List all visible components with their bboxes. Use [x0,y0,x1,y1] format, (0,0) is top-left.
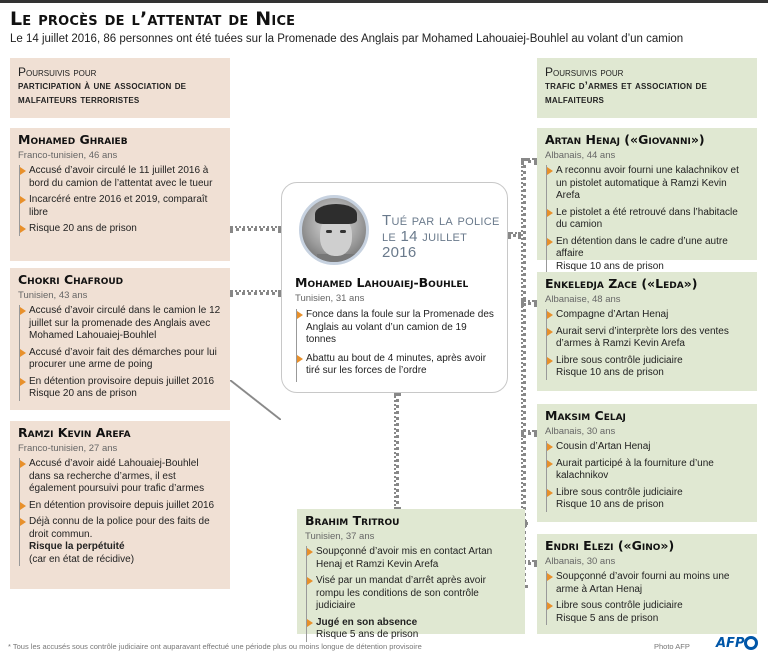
right-header-line1: Poursuivis pour [545,65,624,79]
arrow-icon [547,167,553,175]
left-header-line2: participation à une association de malfaiteurs terroristes [18,80,187,106]
right-header [537,58,757,118]
risk-text: Risque 10 ans de prison [556,499,664,510]
bullet-item: Accusé d’avoir circulé le 11 juillet 2016 à bord du camion de l’attentat avec le tueur [20,165,222,190]
connector-arefa [230,380,281,420]
card-ghraieb [10,128,230,261]
arrow-icon [20,378,26,386]
bullet-item: Accusé d’avoir aidé Lahouaiej-Bouhlel dans sa recherche d’armes, il est également poursuivi pour trafic d’armes [20,458,222,496]
bullet-item: Cousin d’Artan Henaj [547,441,749,454]
left-header-line1: Poursuivis pour [18,65,97,79]
connector-zace [521,300,537,305]
bullet-item: Abattu au bout de 4 minutes, après avoir tiré sur les forces de l’ordre [297,353,496,378]
card-chafroud [10,268,230,410]
afp-logo-text: AFP [716,636,745,651]
arrow-icon [547,602,553,610]
card-celaj [537,404,757,522]
arrow-icon [547,311,553,319]
defendant-nationality: Albanais, 44 ans [545,149,616,161]
bullet-item: En détention provisoire depuis juillet 2016 [20,500,222,513]
connector-chafroud [230,290,281,295]
left-header [10,58,230,118]
defendant-name: Ramzi Kevin Arefa [18,425,131,440]
bullet-list [546,165,749,273]
page-subtitle: Le 14 juillet 2016, 86 personnes ont été tuées sur la Promenade des Anglais par Mohamed Lahouaiej-Bouhlel au volant d’un camion [10,33,684,45]
bullet-item: Le pistolet a été retrouvé dans l’habitacle du camion [547,207,749,232]
arrow-icon [20,349,26,357]
arrow-icon [20,167,26,175]
risk-text: Risque 10 ans de prison [556,367,664,378]
bullet-item: Libre sous contrôle judiciaire [547,600,749,613]
defendant-name: Brahim Tritrou [305,513,400,528]
bullet-item: Accusé d’avoir circulé dans le camion le 12 juillet sur la promenade des Anglais avec Mohamed Lahouaiej-Bouhlel [20,305,222,343]
connector-right-h [508,232,521,237]
card-henaj [537,128,757,272]
photo-credit: Photo AFP [654,642,690,651]
afp-logo-icon [744,636,758,650]
defendant-nationality: Albanais, 30 ans [545,555,616,567]
bullet-item: Compagne d’Artan Henaj [547,309,749,322]
risk-text: Risque 10 ans de prison [556,260,664,272]
perpetrator-name: Mohamed Lahouaiej-Bouhlel [295,275,469,290]
arrow-icon [20,502,26,510]
arrow-icon [20,225,26,233]
card-elezi [537,534,757,634]
bullet-item: Libre sous contrôle judiciaire [547,487,749,500]
page-title: Le procès de l’attentat de Nice [10,8,296,30]
perpetrator-nationality: Tunisien, 31 ans [295,293,365,304]
perpetrator-card [281,182,508,393]
arrow-icon [20,518,26,526]
risk-text: Risque 5 ans de prison [556,612,659,624]
bullet-item: Soupçonné d’avoir fourni au moins une arme à Artan Henaj [547,571,749,596]
arrow-icon [20,460,26,468]
arrow-icon [547,238,553,246]
bullet-item: Jugé en son absence [307,617,517,630]
bullet-item: Aurait servi d’interprète lors des ventes d’armes à Ramzi Kevin Arefa [547,326,749,351]
bullet-list [19,305,222,401]
defendant-name: Chokri Chafroud [18,272,124,287]
right-header-line2: trafic d’armes et association de malfaiteurs [545,80,707,106]
risk-text: Risque la perpétuité (car en état de récidive) [29,541,135,565]
bullet-item: Visé par un mandat d’arrêt après avoir rompu les conditions de son contrôle judiciaire [307,575,517,613]
defendant-name: Mohamed Ghraieb [18,132,128,147]
bullet-item: Déjà connu de la police pour des faits de droit commun. [20,516,222,541]
top-rule [0,0,768,3]
defendant-nationality: Albanaise, 48 ans [545,293,621,305]
bullet-list [546,441,749,512]
defendant-nationality: Tunisien, 43 ans [18,289,88,301]
arrow-icon [307,619,313,627]
arrow-icon [547,573,553,581]
card-arefa [10,421,230,589]
bullet-list [546,309,749,380]
bullet-list [19,165,222,236]
bullet-list [546,571,749,625]
defendant-nationality: Albanais, 30 ans [545,425,616,437]
arrow-icon [20,196,26,204]
connector-tritrou-v [394,393,399,510]
defendant-name: Artan Henaj («Giovanni») [545,132,705,147]
connector-ghraieb [230,226,281,231]
card-tritrou [297,509,525,640]
bullet-item: Accusé d’avoir fait des démarches pour lui procurer une arme de poing [20,347,222,372]
arrow-icon [307,577,313,585]
arrow-icon [307,548,313,556]
bullet-item: A reconnu avoir fourni une kalachnikov et un pistolet automatique à Ramzi Kevin Arefa [547,165,749,203]
defendant-name: Maksim Celaj [545,408,626,423]
defendant-name: Enkeledja Zace («Leda») [545,276,698,291]
killed-label: Tué par la police le 14 juillet 2016 [382,212,500,261]
defendant-nationality: Franco-tunisien, 46 ans [18,149,118,161]
risk-text: Risque 5 ans de prison [316,629,419,640]
bullet-item: Incarcéré entre 2016 et 2019, comparaît libre [20,194,222,219]
bullet-item: Fonce dans la foule sur la Promenade des Anglais au volant d’un camion de 19 tonnes [297,309,496,347]
arrow-icon [547,328,553,336]
arrow-icon [547,357,553,365]
arrow-icon [547,489,553,497]
bullet-item: Aurait participé à la fourniture d’une kalachnikov [547,458,749,483]
defendant-nationality: Franco-tunisien, 27 ans [18,442,118,454]
bullet-item: En détention dans le cadre d’une autre affaire [547,236,749,261]
arrow-icon [297,311,303,319]
connector-henaj [521,158,537,163]
bullet-item: Risque 20 ans de prison [20,223,222,236]
defendant-nationality: Tunisien, 37 ans [305,530,375,542]
arrow-icon [20,307,26,315]
card-zace [537,272,757,391]
bullet-item: Libre sous contrôle judiciaire [547,355,749,368]
bullet-item: En détention provisoire depuis juillet 2016 [20,376,222,389]
bullet-list [306,546,517,642]
defendant-name: Endri Elezi («Gino») [545,538,675,553]
connector-celaj [521,430,537,435]
arrow-icon [297,355,303,363]
risk-text: Risque 20 ans de prison [29,388,137,399]
arrow-icon [547,443,553,451]
portrait-photo [299,195,369,265]
footnote: * Tous les accusés sous contrôle judiciaire ont auparavant effectué une période plus ou moins longue de détention provisoire [8,642,422,651]
arrow-icon [547,209,553,217]
arrow-icon [547,460,553,468]
bullet-list [19,458,222,566]
bullet-list [296,309,496,382]
bullet-item: Soupçonné d’avoir mis en contact Artan Henaj et Ramzi Kevin Arefa [307,546,517,571]
